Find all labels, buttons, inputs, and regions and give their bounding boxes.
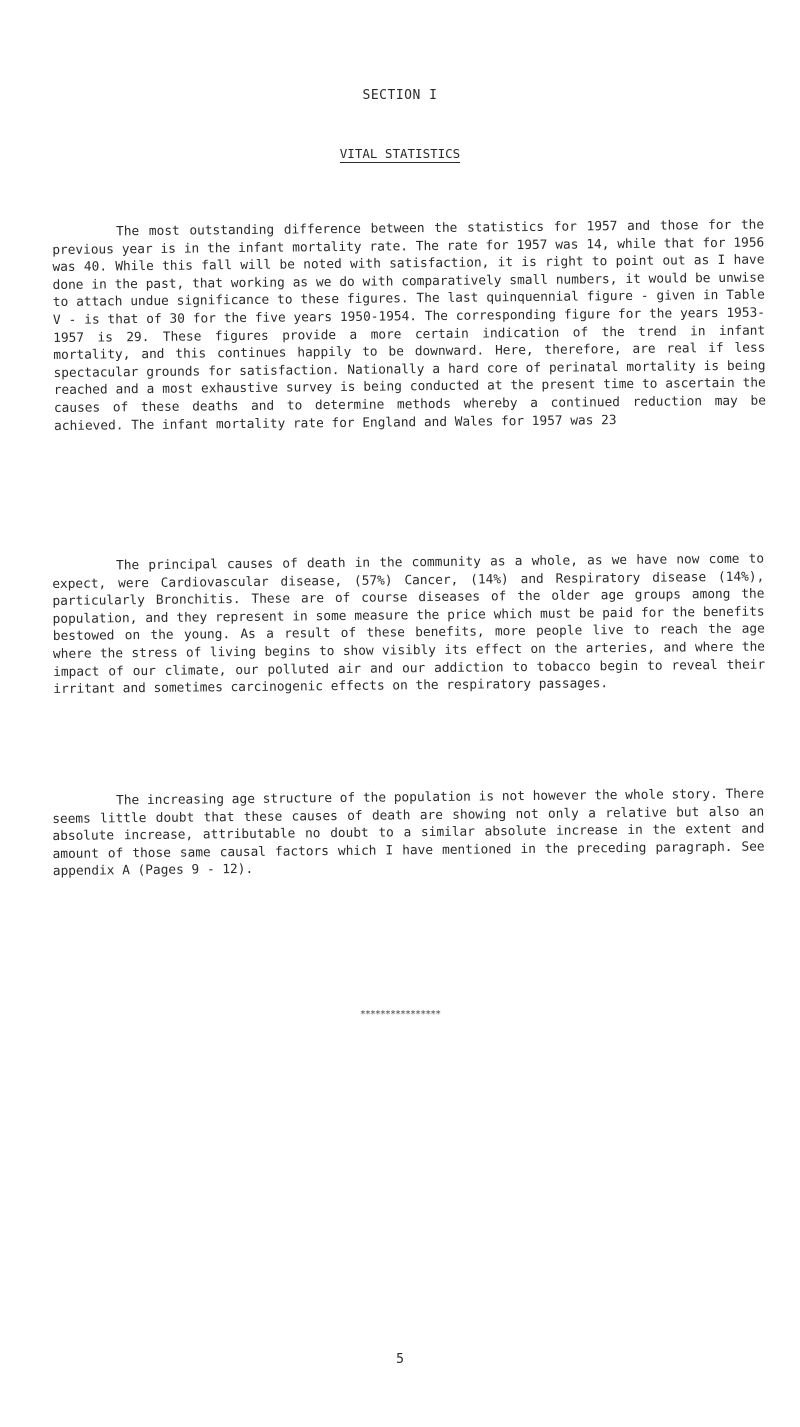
page-title [0, 146, 800, 161]
paragraph-infant-mortality: The most outstanding difference between the statistics for 1957 and those for the previous year is in the infant mortality rate. The rate for 1957 was 14, while that for 1956 was 40. While this fall will be noted with satisfaction, it is right to point out as I have done in the past, that working as we do with comparatively small numbers, it would be unwise to attach undue significance to these figures. The last quinquennial figure - given in Table V - is that of 30 for the five years 1950-1954. The corresponding figure for the years 1953-1957 is 29. These figures provide a more certain indication of the trend in infant mortality, and this continues happily to be downward. Here, therefore, are real if less spectacular grounds for satisfaction. Nationally a hard core of perinatal mortality is being reached and a most exhaustive survey is being conducted at the present time to ascertain the causes of these deaths and to determine methods whereby a continued reduction may be achieved. The infant mortality rate for England and Wales for 1957 was 23 [52, 217, 766, 434]
page-title-text: VITAL STATISTICS [339, 146, 461, 161]
paragraph-age-structure: The increasing age structure of the population is not however the whole story. There seems little doubt that these causes of death are showing not only a relative but also an absolute increase, attributable no doubt to a similar absolute increase in the extent and amount of those same causal factors which I have mentioned in the preceding paragraph. See appendix A (Pages 9 - 12). [52, 786, 765, 880]
paragraph-causes-of-death: The principal causes of death in the community as a whole, as we have now come to expect, were Cardiovascular disease, (57%) Cancer, (14%) and Respiratory disease (14%), particularly Bronchitis. These are of course diseases of the older age groups among the population, and they represent in some measure the price which must be paid for the benefits bestowed on the young. As a result of these benefits, more people live to reach the age where the stress of living begins to show visibly its effect on the arteries, and where the impact of our climate, our polluted air and our addiction to tobacco begin to reveal their irritant and sometimes carcinogenic effects on the respiratory passages. [52, 551, 766, 698]
page-number: 5 [396, 1352, 404, 1367]
asterisk-divider: **************** [359, 1009, 441, 1020]
section-heading: SECTION I [362, 88, 438, 103]
